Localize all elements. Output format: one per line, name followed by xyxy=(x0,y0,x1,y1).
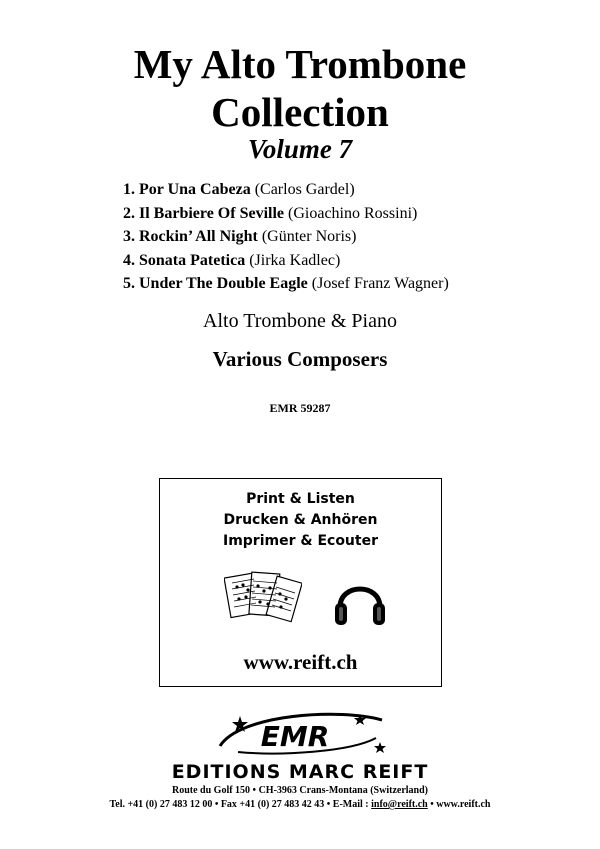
publisher-address: Route du Golf 150 • CH-3963 Crans-Montana (Switzerland) xyxy=(172,785,428,796)
contact-phone-fax: Tel. +41 (0) 27 483 12 00 • Fax +41 (0) 27 483 42 43 • E-Mail : xyxy=(109,799,372,810)
book-title-line-2: Collection xyxy=(211,89,389,135)
catalog-code: EMR 59287 xyxy=(269,401,331,415)
list-item xyxy=(123,249,449,273)
email-link[interactable]: info@reift.ch xyxy=(371,799,428,810)
promo-url: www.reift.ch xyxy=(243,650,358,674)
instrumentation: Alto Trombone & Piano xyxy=(203,310,397,332)
sheet-music-icon xyxy=(224,569,302,631)
piece-composer: (Günter Noris) xyxy=(261,228,357,245)
list-item xyxy=(123,202,449,226)
emr-logo-text: EMR xyxy=(260,720,330,753)
piece-title: 4. Sonata Patetica xyxy=(123,251,246,269)
piece-title: 2. Il Barbiere Of Seville xyxy=(123,204,285,222)
book-title-line-1: My Alto Trombone xyxy=(133,41,467,87)
publisher-name: EDITIONS MARC REIFT xyxy=(171,761,429,783)
contact-website: • www.reift.ch xyxy=(427,799,491,810)
piece-composer: (Carlos Gardel) xyxy=(254,181,355,198)
emr-logo xyxy=(200,712,390,756)
piece-composer: (Josef Franz Wagner) xyxy=(311,275,449,292)
piece-title: 3. Rockin’ All Night xyxy=(123,228,258,245)
promo-line-2: Drucken & Anhören xyxy=(223,512,378,528)
print-listen-box xyxy=(159,478,442,687)
book-title xyxy=(0,40,600,136)
list-item xyxy=(123,272,449,296)
piece-list xyxy=(123,178,449,296)
promo-lines xyxy=(160,489,441,552)
promo-line-1: Print & Listen xyxy=(246,491,355,507)
promo-line-3: Imprimer & Ecouter xyxy=(222,533,378,549)
piece-title: 1. Por Una Cabeza xyxy=(123,181,251,198)
publisher-contact xyxy=(0,798,600,812)
piece-title: 5. Under The Double Eagle xyxy=(123,275,308,292)
headphones-icon xyxy=(330,571,390,631)
composers-label: Various Composers xyxy=(212,347,388,371)
list-item xyxy=(123,178,449,202)
piece-composer: (Gioachino Rossini) xyxy=(288,204,418,222)
volume-label: Volume 7 xyxy=(247,134,353,164)
piece-composer: (Jirka Kadlec) xyxy=(249,251,341,269)
list-item xyxy=(123,225,449,249)
